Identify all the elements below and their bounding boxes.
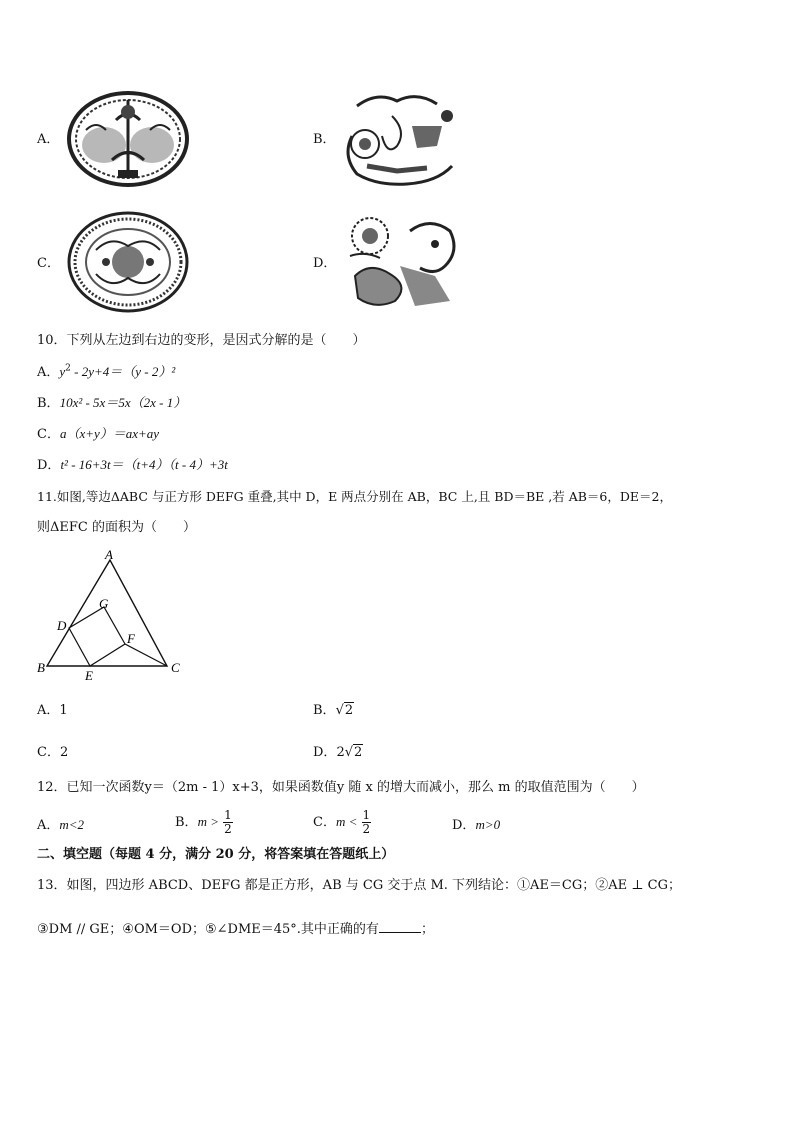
q9-option-b-image	[337, 86, 467, 190]
q9-option-c-label: C．	[37, 256, 60, 271]
q10-option-d: D．t² - 16+3t＝（t+4）（t - 4）+3t	[37, 457, 228, 473]
q11-label-c: C	[171, 660, 180, 675]
q11-label-d: D	[57, 618, 67, 633]
q11-label-a: A	[105, 547, 113, 562]
q10-stem: 10．下列从左边到右边的变形，是因式分解的是（ ）	[37, 333, 366, 348]
q12-option-d: D．m>0	[452, 817, 501, 833]
q11-option-a: A．1	[37, 703, 68, 718]
q11-label-e: E	[85, 668, 93, 682]
q9-option-d-image	[340, 206, 466, 314]
q9-option-d-label: D．	[313, 256, 337, 271]
section-fill-in-title: 二、填空题（每题 4 分，满分 20 分，将答案填在答题纸上）	[37, 847, 395, 862]
q11-option-c: C．2	[37, 745, 69, 760]
q13-answer-blank[interactable]	[379, 920, 421, 933]
q9-option-a-label: A．	[37, 132, 60, 147]
q11-stem-line1: 11.如图,等边ΔABC 与正方形 DEFG 重叠,其中 D，E 两点分别在 AB，BC 上,且 BD＝BE ,若 AB＝6，DE＝2，	[37, 489, 672, 504]
q12-option-a: A．m<2	[37, 817, 85, 833]
q10-option-a: A．$y^2 - 2y+4=(y - 2)^2$	[37, 363, 176, 380]
q12-option-b: B．m > $\frac{1}{2}$	[175, 808, 232, 836]
q11-label-f: F	[127, 631, 135, 646]
q11-label-b: B	[37, 660, 45, 675]
q10-option-c: C．a（x+y）＝ax+ay	[37, 426, 160, 442]
q11-triangle-figure	[32, 546, 192, 682]
q11-option-b: B．√2	[313, 703, 354, 718]
q12-stem: 12．已知一次函数y＝（2m - 1）x+3，如果函数值y 随 x 的增大而减小，那么 m 的取值范围为（ ）	[37, 780, 645, 795]
q9-option-c-image	[66, 210, 190, 314]
q11-stem-line2: 则ΔEFC 的面积为（ ）	[37, 520, 196, 535]
q10-option-b: B．10x² - 5x＝5x（2x - 1）	[37, 395, 187, 411]
q9-option-b-label: B．	[313, 132, 336, 147]
q13-line2: ③DM // GE；④OM＝OD；⑤∠DME＝45°.其中正确的有 ；	[37, 922, 434, 937]
q13-line1: 13．如图，四边形 ABCD、DEFG 都是正方形，AB 与 CG 交于点 M. 下列结论：①AE＝CG；②AE ⊥ CG；	[37, 878, 681, 893]
q9-option-a-image	[66, 90, 190, 188]
q11-option-d: D．2√2	[313, 745, 363, 760]
q11-label-g: G	[99, 596, 109, 611]
q12-option-c: C．m < $\frac{1}{2}$	[313, 808, 371, 836]
